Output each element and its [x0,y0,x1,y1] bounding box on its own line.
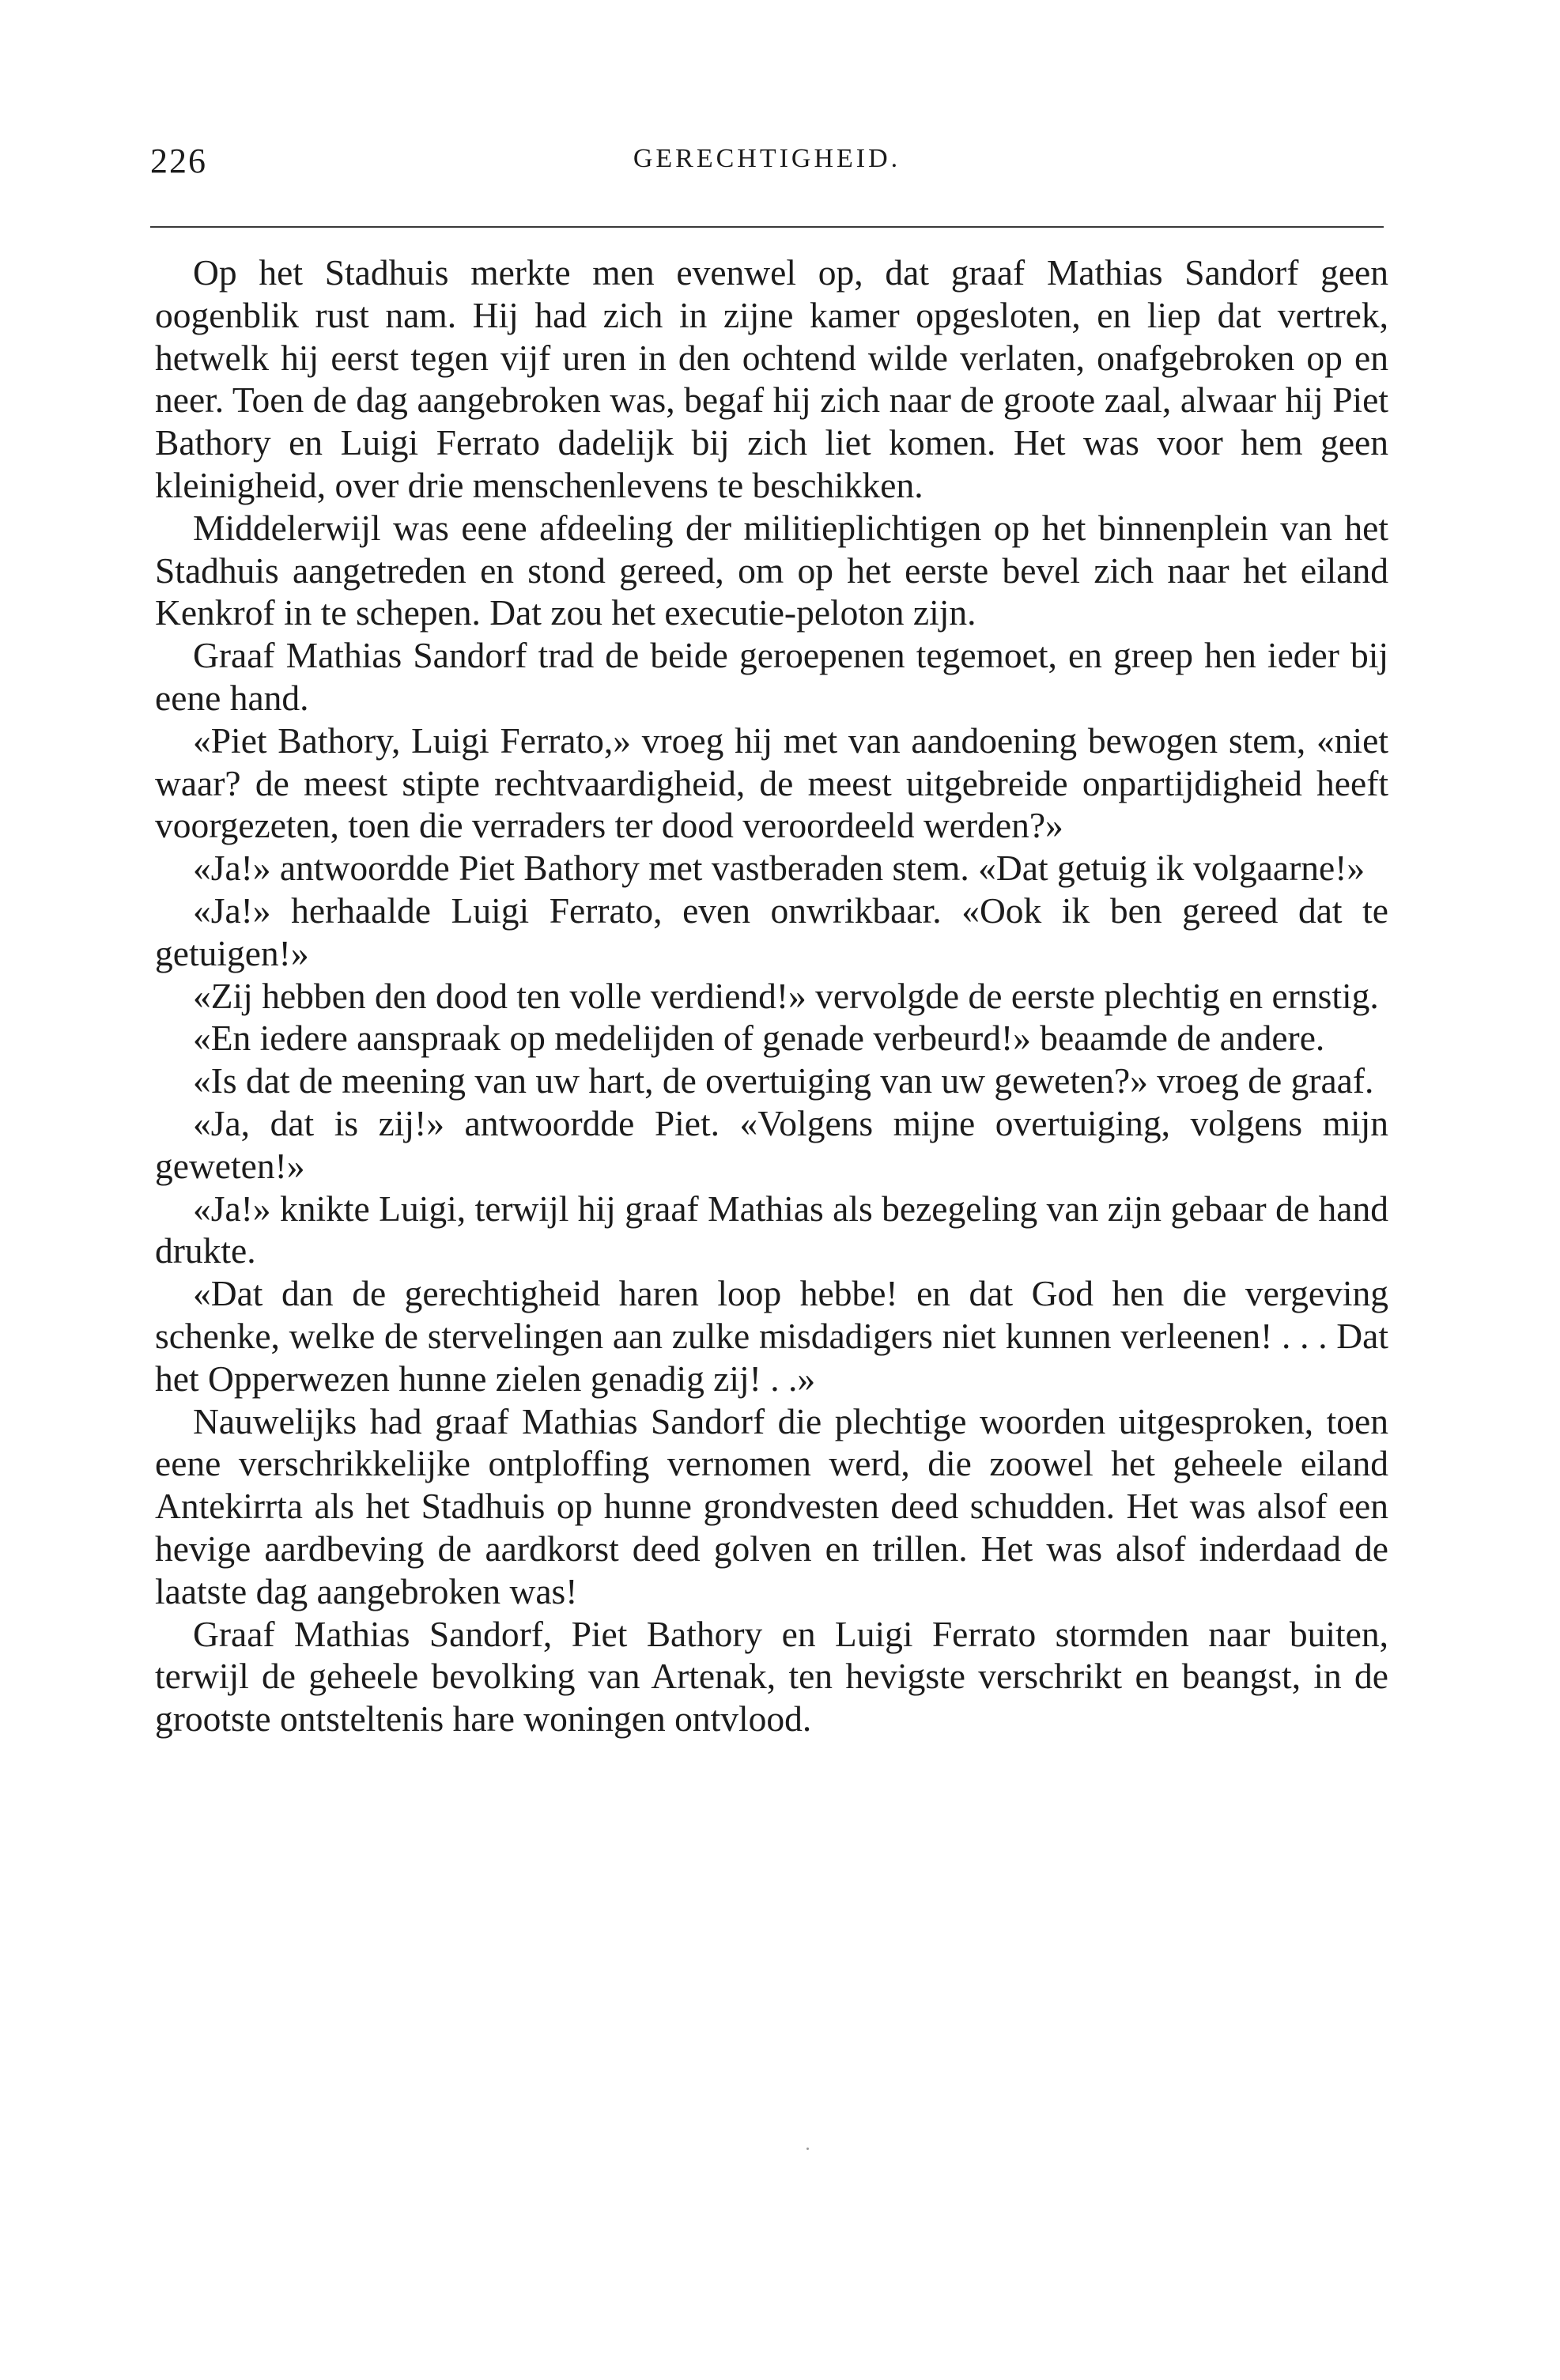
paragraph: «Dat dan de gerechtigheid haren loop hebbe! en dat God hen die vergeving schenke, welke de stervelingen aan zulke misdadigers niet kunnen verleenen! . . . Dat het Opperwezen hunne zielen genadig zij! . .» [155,1273,1388,1399]
paragraph: Graaf Mathias Sandorf trad de beide geroepenen tegemoet, en greep hen ieder bij eene hand. [155,635,1388,718]
paper-speck [806,2148,809,2150]
paragraph: «Ja, dat is zij!» antwoordde Piet. «Volgens mijne overtuiging, volgens mijn geweten!» [155,1102,1388,1186]
header-rule [150,226,1384,228]
paragraph: «Piet Bathory, Luigi Ferrato,» vroeg hij met van aandoening bewogen stem, «niet waar? de meest stipte rechtvaardigheid, de meest uitgebreide onpartijdigheid heeft voorgezeten, toen die verraders ter dood veroordeeld werden?» [155,720,1388,846]
paragraph: «Ja!» knikte Luigi, terwijl hij graaf Mathias als bezegeling van zijn gebaar de hand drukte. [155,1188,1388,1271]
body-text [155,251,1388,1740]
paragraph: «Ja!» herhaalde Luigi Ferrato, even onwrikbaar. «Ook ik ben gereed dat te getuigen!» [155,890,1388,973]
paragraph: Graaf Mathias Sandorf, Piet Bathory en Luigi Ferrato stormden naar buiten, terwijl de geheele bevolking van Artenak, ten hevigste verschrikt en beangst, in de grootste ontsteltenis hare woningen ontvlood. [155,1613,1388,1740]
paragraph: «Ja!» antwoordde Piet Bathory met vastberaden stem. «Dat getuig ik volgaarne!» [193,848,1365,889]
paragraph: «Zij hebben den dood ten volle verdiend!» vervolgde de eerste plechtig en ernstig. [193,975,1379,1016]
page-header [150,141,1384,188]
paragraph: Nauwelijks had graaf Mathias Sandorf die plechtige woorden uitgesproken, toen eene verschrikkelijke ontploffing vernomen werd, die zoowel het geheele eiland Antekirrta als het Stadhuis op hunne grondvesten deed schudden. Het was alsof een hevige aardbeving de aardkorst deed golven en trillen. Het was alsof inderdaad de laatste dag aangebroken was! [155,1400,1388,1611]
running-head: GERECHTIGHEID. [633,144,901,173]
page-number: 226 [150,142,207,180]
paragraph: Op het Stadhuis merkte men evenwel op, dat graaf Mathias Sandorf geen oogenblik rust nam. Hij had zich in zijne kamer opgesloten, en liep dat vertrek, hetwelk hij eerst tegen vijf uren in den ochtend wilde verlaten, onafgebroken op en neer. Toen de dag aangebroken was, begaf hij zich naar de groote zaal, alwaar hij Piet Bathory en Luigi Ferrato dadelijk bij zich liet komen. Het was voor hem geen kleinigheid, over drie menschenlevens te beschikken. [155,252,1388,505]
paragraph: Middelerwijl was eene afdeeling der militieplichtigen op het binnenplein van het Stadhuis aangetreden en stond gereed, om op het eerste bevel zich naar het eiland Kenkrof in te schepen. Dat zou het executie-peloton zijn. [155,507,1388,633]
paragraph: «Is dat de meening van uw hart, de overtuiging van uw geweten?» vroeg de graaf. [193,1060,1374,1101]
paragraph: «En iedere aanspraak op medelijden of genade verbeurd!» beaamde de andere. [193,1018,1325,1059]
